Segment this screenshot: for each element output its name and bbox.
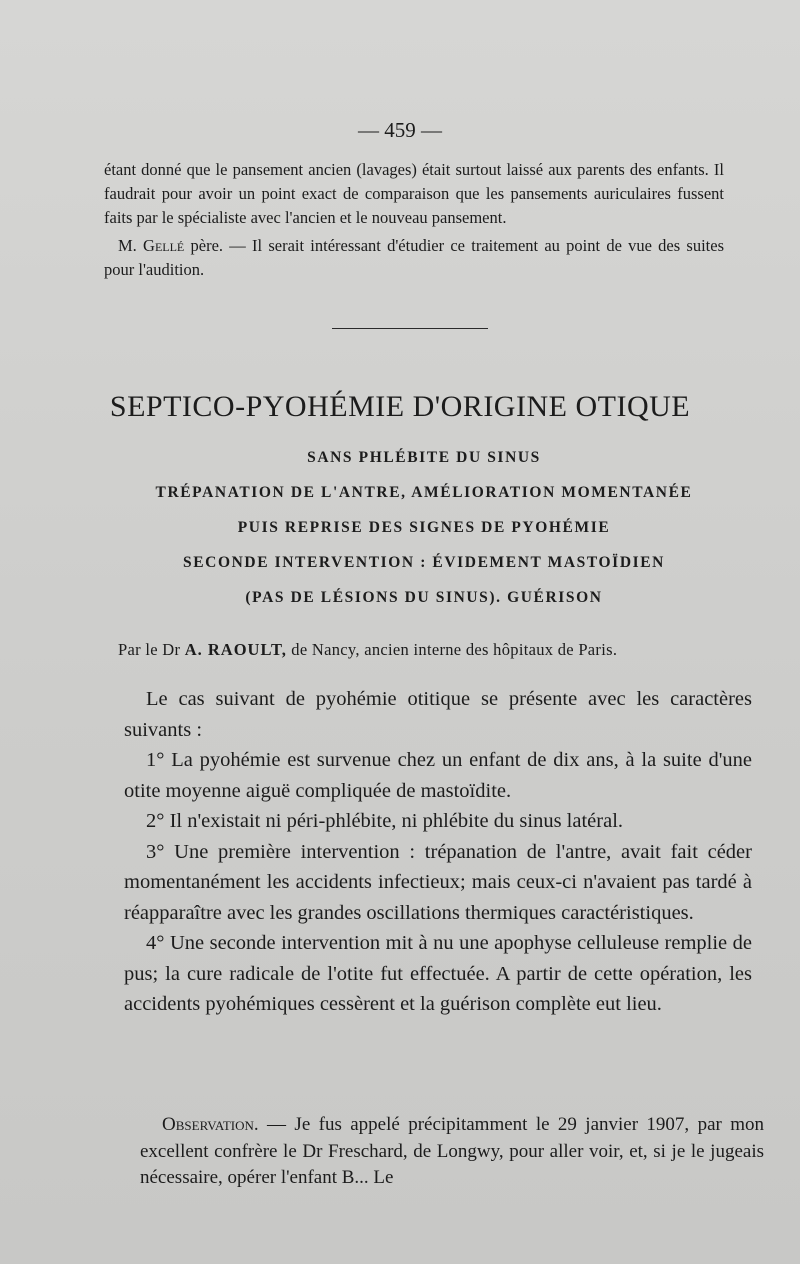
page-number: — 459 — <box>358 118 442 142</box>
summary-point-2: 2° Il n'existait ni péri-phlébite, ni phlébite du sinus latéral. <box>146 810 624 832</box>
observation-section <box>140 1112 764 1192</box>
article-subtitles <box>104 440 744 615</box>
subtitle-line: SECONDE INTERVENTION : ÉVIDEMENT MASTOÏDIEN <box>183 554 665 571</box>
summary-point-3: 3° Une première intervention : trépanation de l'antre, avait fait céder momentanément les accidents infectieux; mais ceux-ci n'avaient pas tardé à réapparaître avec les grandes oscillations thermiques caractéristiques. <box>124 840 752 924</box>
summary-point-4: 4° Une seconde intervention mit à nu une apophyse celluleuse remplie de pus; la cure radicale de l'otite fut effectuée. A partir de cette opération, les accidents pyohémiques cessèrent et la guérison complète eut lieu. <box>124 932 752 1015</box>
section-divider <box>332 328 488 329</box>
author-prefix: Par le Dr <box>118 640 181 659</box>
subtitle-line: SANS PHLÉBITE DU SINUS <box>307 449 541 466</box>
observation-text: — Je fus appelé précipitamment le 29 janvier 1907, par mon excellent confrère le Dr Freschard, de Longwy, pour aller voir, et, si je le jugeais nécessaire, opérer l'enfant B... Le <box>140 1114 764 1188</box>
article-body <box>124 684 752 1020</box>
speaker-name: M. Gellé <box>118 236 185 255</box>
article-title: SEPTICO-PYOHÉMIE D'ORIGINE OTIQUE <box>109 390 691 423</box>
remark-text: — Il serait intéressant d'étudier ce traitement au point de vue des suites pour l'audition. <box>104 236 724 279</box>
subtitle-line: TRÉPANATION DE L'ANTRE, AMÉLIORATION MOMENTANÉE <box>155 484 693 501</box>
discussion-remark <box>104 234 724 282</box>
author-affiliation: de Nancy, ancien interne des hôpitaux de Paris. <box>291 640 618 659</box>
subtitle-line: (PAS DE LÉSIONS DU SINUS). GUÉRISON <box>245 589 603 606</box>
discussion-paragraph: étant donné que le pansement ancien (lavages) était surtout laissé aux parents des enfants. Il faudrait pour avoir un point exact de comparaison que les pansements auriculaires fussent faits par le spécialiste avec l'ancien et le nouveau pansement. <box>104 160 724 227</box>
previous-discussion <box>104 158 724 282</box>
author-line <box>118 640 748 660</box>
observation-paragraph <box>140 1112 764 1192</box>
summary-point-1: 1° La pyohémie est survenue chez un enfant de dix ans, à la suite d'une otite moyenne aiguë compliquée de mastoïdite. <box>124 749 752 802</box>
subtitle-line: PUIS REPRISE DES SIGNES DE PYOHÉMIE <box>237 519 611 536</box>
speaker-suffix: père. <box>190 236 224 255</box>
intro-paragraph: Le cas suivant de pyohémie otitique se présente avec les caractères suivants : <box>124 688 752 741</box>
observation-label: Observation. <box>162 1114 259 1135</box>
author-name: A. RAOULT, <box>184 640 287 659</box>
